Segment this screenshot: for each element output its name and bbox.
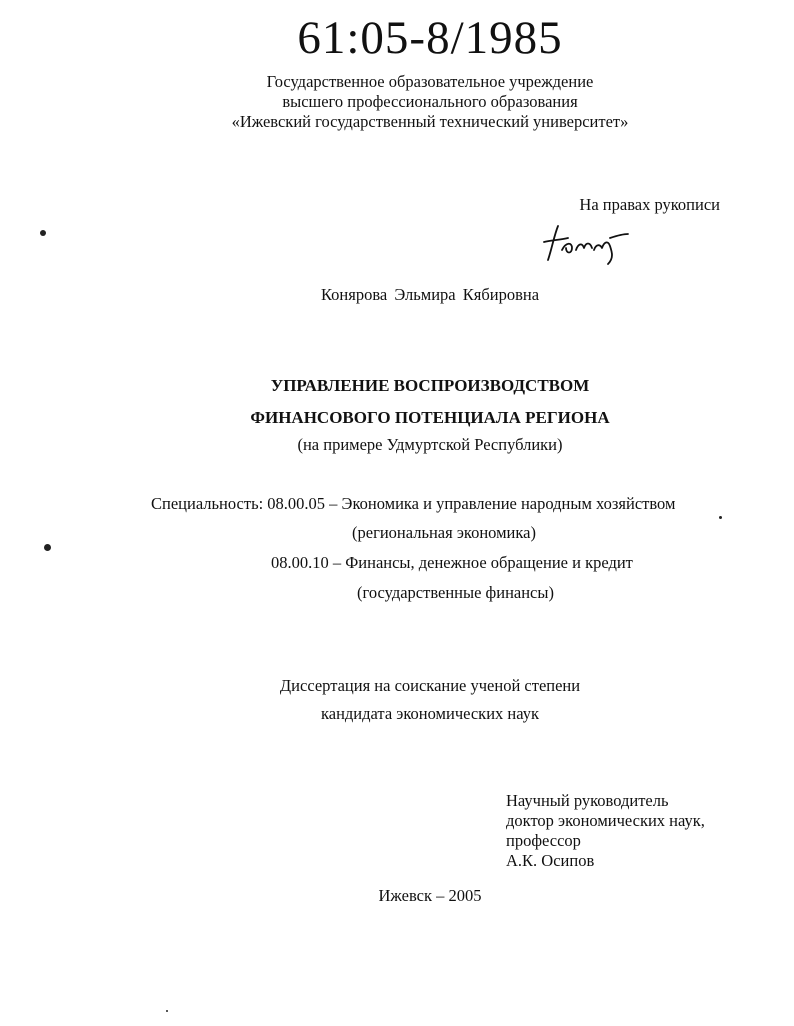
scan-speck — [40, 230, 46, 236]
registry-number: 61:05-8/1985 — [297, 12, 563, 64]
specialty-line-3: 08.00.10 – Финансы, денежное обращение и кредит — [271, 553, 633, 572]
title-subtitle: (на примере Удмуртской Республики) — [297, 435, 563, 454]
dissertation-degree — [180, 672, 680, 728]
manuscript-note: На правах рукописи — [579, 195, 720, 214]
scan-speck — [44, 544, 51, 551]
degree-line-1: Диссертация на соискание ученой степени — [279, 676, 581, 695]
title-line-1: УПРАВЛЕНИЕ ВОСПРОИЗВОДСТВОМ — [270, 376, 590, 395]
signature-icon — [538, 220, 630, 266]
dissertation-title — [120, 370, 740, 434]
institution-line-3: «Ижевский государственный технический университет» — [231, 112, 629, 131]
specialty-line-1: Специальность: 08.00.05 – Экономика и управление народным хозяйством — [151, 494, 676, 513]
title-line-2: ФИНАНСОВОГО ПОТЕНЦИАЛА РЕГИОНА — [250, 408, 610, 427]
scan-speck — [719, 516, 722, 519]
supervisor-degree: доктор экономических наук, — [506, 811, 705, 830]
degree-line-2: кандидата экономических наук — [320, 704, 539, 723]
specialty-line-2: (региональная экономика) — [352, 523, 536, 542]
city-year: Ижевск – 2005 — [378, 886, 482, 905]
scan-speck — [166, 1010, 168, 1012]
author-name: Конярова Эльмира Кябировна — [320, 285, 540, 304]
supervisor-name: А.К. Осипов — [506, 851, 595, 870]
institution-line-1: Государственное образовательное учреждение — [266, 72, 594, 91]
supervisor-role: Научный руководитель — [506, 791, 669, 810]
institution-block — [130, 72, 730, 132]
supervisor-rank: профессор — [506, 831, 581, 850]
specialty-line-4: (государственные финансы) — [357, 583, 554, 602]
supervisor-block — [506, 791, 746, 871]
institution-line-2: высшего профессионального образования — [282, 92, 578, 111]
